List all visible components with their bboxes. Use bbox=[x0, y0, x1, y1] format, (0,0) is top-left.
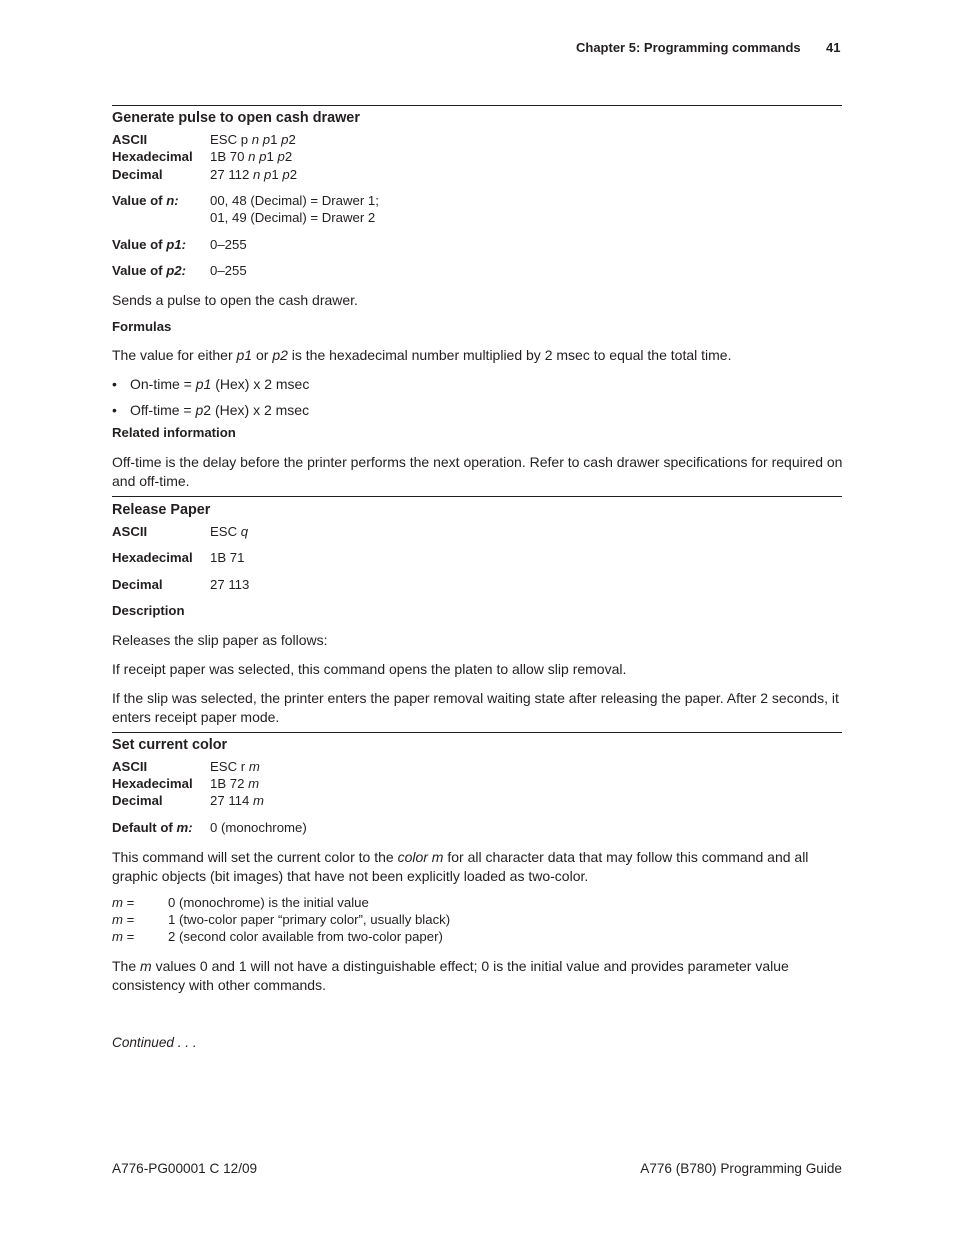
decimal-label: Decimal bbox=[112, 793, 163, 808]
section-title-pulse: Generate pulse to open cash drawer bbox=[112, 110, 360, 126]
value-of-p1-label: Value of p1: bbox=[112, 237, 187, 252]
section-divider bbox=[112, 732, 842, 733]
ascii-value: ESC r m bbox=[210, 759, 260, 774]
ascii-label: ASCII bbox=[112, 759, 148, 774]
color-para-2: The m values 0 and 1 will not have a distinguishable effect; 0 is the initial value and provides parameter value consistency with other commands. bbox=[112, 958, 789, 993]
footer-guide-title: A776 (B780) Programming Guide bbox=[640, 1161, 842, 1176]
related-heading: Related information bbox=[112, 425, 236, 440]
decimal-value: 27 112 n p1 p2 bbox=[210, 167, 298, 182]
hex-value: 1B 70 n p1 p2 bbox=[210, 149, 293, 164]
value-of-p1: 0–255 bbox=[210, 237, 247, 252]
decimal-value: 27 113 bbox=[210, 577, 250, 592]
chapter-header: Chapter 5: Programming commands bbox=[576, 40, 801, 55]
section-title-release: Release Paper bbox=[112, 502, 211, 518]
formulas-heading: Formulas bbox=[112, 319, 172, 334]
release-para-3: If the slip was selected, the printer enters the paper removal waiting state after releasing the paper. After 2 seconds, it enters receipt paper mode. bbox=[112, 690, 839, 725]
bullet-off-time: • Off-time = p2 (Hex) x 2 msec bbox=[112, 402, 310, 418]
release-para-2: If receipt paper was selected, this command opens the platen to allow slip removal. bbox=[112, 661, 627, 677]
hex-value: 1B 71 bbox=[210, 550, 245, 565]
value-of-n-label: Value of n: bbox=[112, 193, 179, 208]
default-of-m-value: 0 (monochrome) bbox=[210, 820, 307, 835]
bullet-on-time: • On-time = p1 (Hex) x 2 msec bbox=[112, 376, 310, 392]
ascii-value: ESC q bbox=[210, 524, 249, 539]
value-of-p2-label: Value of p2: bbox=[112, 263, 187, 278]
description-heading: Description bbox=[112, 603, 185, 618]
section-divider bbox=[112, 496, 842, 497]
ascii-label: ASCII bbox=[112, 132, 148, 147]
related-text: Off-time is the delay before the printer performs the next operation. Refer to cash drawer specifications for required on and off-time. bbox=[112, 454, 843, 489]
color-para-1: This command will set the current color to the color m for all character data that may follow this command and all graphic objects (bit images) that have not been explicitly loaded as two-color. bbox=[112, 849, 809, 884]
section-divider bbox=[112, 105, 842, 106]
footer-doc-id: A776-PG00001 C 12/09 bbox=[112, 1161, 258, 1176]
pulse-description: Sends a pulse to open the cash drawer. bbox=[112, 292, 358, 308]
hex-label: Hexadecimal bbox=[112, 149, 193, 164]
hex-value: 1B 72 m bbox=[210, 776, 260, 791]
value-of-p2: 0–255 bbox=[210, 263, 247, 278]
decimal-label: Decimal bbox=[112, 167, 163, 182]
page-number: 41 bbox=[826, 40, 841, 55]
value-of-n-line1: 00, 48 (Decimal) = Drawer 1; bbox=[210, 193, 379, 208]
value-of-n-line2: 01, 49 (Decimal) = Drawer 2 bbox=[210, 210, 376, 225]
ascii-label: ASCII bbox=[112, 524, 148, 539]
m-value-row: m = 2 (second color available from two-color paper) bbox=[112, 929, 443, 944]
default-of-m-label: Default of m: bbox=[112, 820, 193, 835]
m-value-row: m = 1 (two-color paper “primary color”, usually black) bbox=[112, 912, 451, 927]
release-para-1: Releases the slip paper as follows: bbox=[112, 632, 328, 648]
hex-label: Hexadecimal bbox=[112, 776, 193, 791]
decimal-label: Decimal bbox=[112, 577, 163, 592]
decimal-value: 27 114 m bbox=[210, 793, 265, 808]
section-title-color: Set current color bbox=[112, 737, 228, 753]
hex-label: Hexadecimal bbox=[112, 550, 193, 565]
continued-note: Continued . . . bbox=[112, 1035, 197, 1050]
ascii-value: ESC p n p1 p2 bbox=[210, 132, 296, 147]
m-value-row: m = 0 (monochrome) is the initial value bbox=[112, 895, 369, 910]
formula-text: The value for either p1 or p2 is the hexadecimal number multiplied by 2 msec to equal the total time. bbox=[112, 347, 732, 363]
